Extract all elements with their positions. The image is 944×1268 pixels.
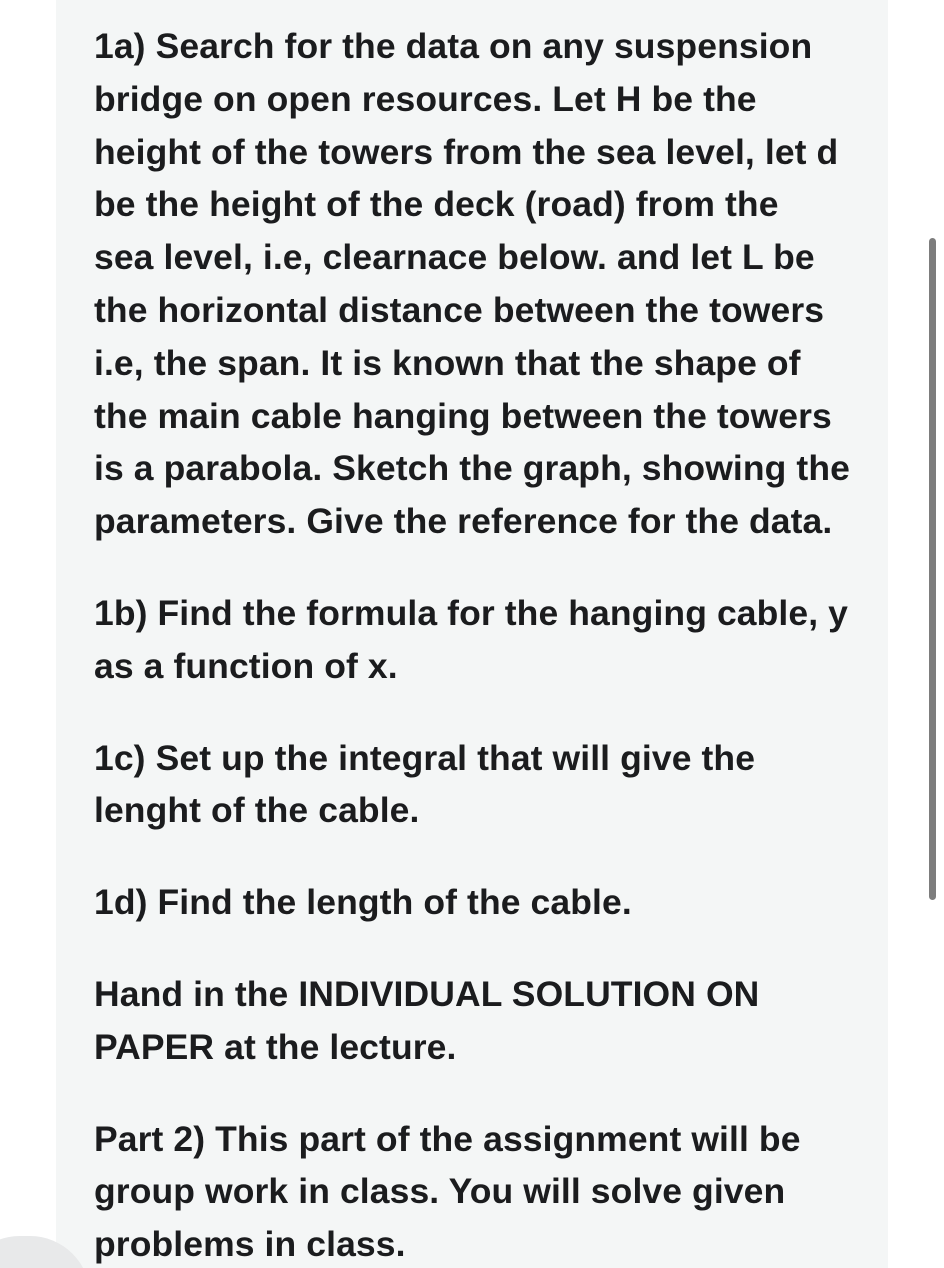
paragraph-hand-in: [94, 968, 874, 1074]
assignment-text: [94, 20, 874, 1268]
text-line: 1a) Search for the data on any suspension: [94, 26, 813, 66]
text-line: 1c) Set up the integral that will give the: [94, 737, 756, 778]
paragraph-1a: [94, 20, 874, 548]
text-line: bridge on open resources. Let H be the: [94, 78, 757, 119]
text-line: 1b) Find the formula for the hanging cable, y: [94, 592, 848, 633]
paragraph-1c: [94, 732, 874, 838]
paragraph-part-2: [94, 1113, 874, 1268]
text-line: i.e, the span. It is known that the shape of: [94, 342, 801, 383]
text-line: parameters. Give the reference for the data.: [94, 501, 833, 542]
text-line: is a parabola. Sketch the graph, showing the: [94, 448, 850, 489]
text-line: height of the towers from the sea level, let d: [94, 131, 839, 172]
paragraph-1d: [94, 876, 874, 929]
text-line: lenght of the cable.: [94, 790, 420, 831]
text-line: 1d) Find the length of the cable.: [94, 882, 632, 923]
text-line: Part 2) This part of the assignment will be: [94, 1118, 801, 1159]
text-line: be the height of the deck (road) from the: [94, 184, 779, 225]
text-line: problems in class.: [94, 1224, 406, 1265]
text-line: Hand in the INDIVIDUAL SOLUTION ON: [94, 973, 760, 1014]
text-line: sea level, i.e, clearnace below. and let L be: [94, 237, 815, 278]
text-line: group work in class. You will solve given: [94, 1171, 786, 1212]
vertical-scrollbar[interactable]: [929, 238, 936, 900]
text-line: as a function of x.: [94, 645, 398, 686]
text-line: the horizontal distance between the towers: [94, 289, 825, 330]
text-line: the main cable hanging between the towers: [94, 395, 832, 436]
text-line: PAPER at the lecture.: [94, 1026, 457, 1067]
paragraph-1b: [94, 587, 874, 693]
